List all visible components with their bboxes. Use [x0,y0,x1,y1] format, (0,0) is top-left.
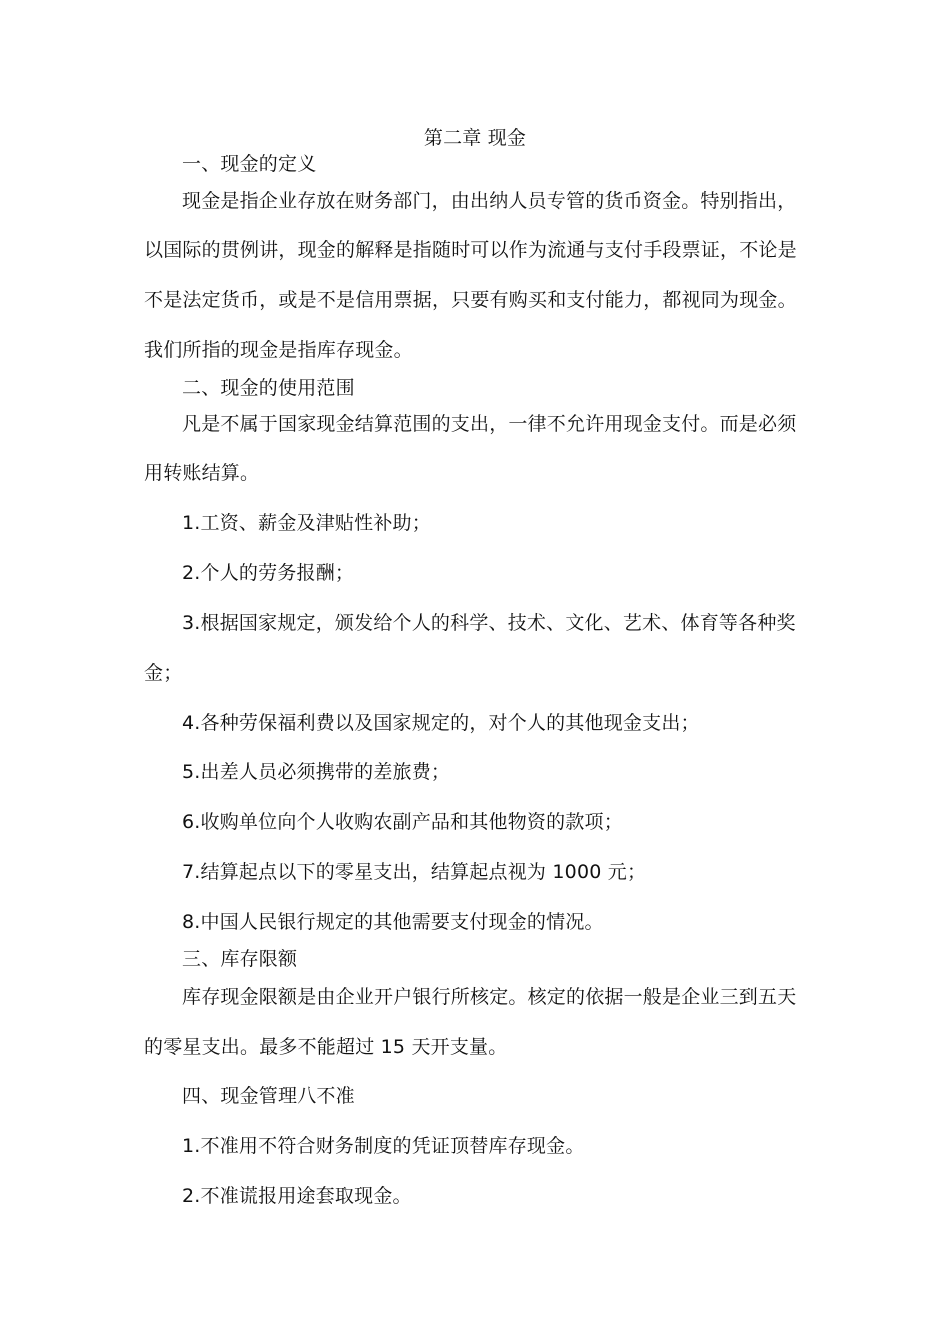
list-item: 7.结算起点以下的零星支出，结算起点视为 1000 元； [182,861,647,883]
list-item: 3.根据国家规定，颁发给个人的科学、技术、文化、艺术、体育等各种奖 [182,612,796,634]
list-item: 2.不准谎报用途套取现金。 [182,1185,412,1207]
section-heading-2: 二、现金的使用范围 [182,377,355,399]
paragraph-line: 的零星支出。最多不能超过 15 天开支量。 [144,1036,508,1058]
list-item: 6.收购单位向个人收购农副产品和其他物资的款项； [182,811,623,833]
paragraph-line: 凡是不属于国家现金结算范围的支出，一律不允许用现金支付。而是必须 [182,413,797,435]
paragraph-line: 不是法定货币，或是不是信用票据，只要有购买和支付能力，都视同为现金。 [144,289,797,311]
paragraph-line: 用转账结算。 [144,462,260,484]
section-heading-4: 四、现金管理八不准 [182,1085,355,1107]
paragraph-line: 现金是指企业存放在财务部门，由出纳人员专管的货币资金。特别指出， [182,190,797,212]
section-heading-3: 三、库存限额 [182,948,298,970]
list-item: 1.工资、薪金及津贴性补助； [182,512,431,534]
list-item: 4.各种劳保福利费以及国家规定的，对个人的其他现金支出； [182,712,700,734]
paragraph-line: 我们所指的现金是指库存现金。 [144,339,413,361]
list-item-continuation: 金； [144,662,183,684]
section-heading-1: 一、现金的定义 [182,153,317,175]
paragraph-line: 以国际的贯例讲，现金的解释是指随时可以作为流通与支付手段票证，不论是 [144,239,797,261]
list-item: 2.个人的劳务报酬； [182,562,355,584]
list-item: 8.中国人民银行规定的其他需要支付现金的情况。 [182,911,604,933]
paragraph-line: 库存现金限额是由企业开户银行所核定。核定的依据一般是企业三到五天 [182,986,797,1008]
list-item: 5.出差人员必须携带的差旅费； [182,761,451,783]
list-item: 1.不准用不符合财务制度的凭证顶替库存现金。 [182,1135,585,1157]
page-title: 第二章 现金 [423,127,527,149]
